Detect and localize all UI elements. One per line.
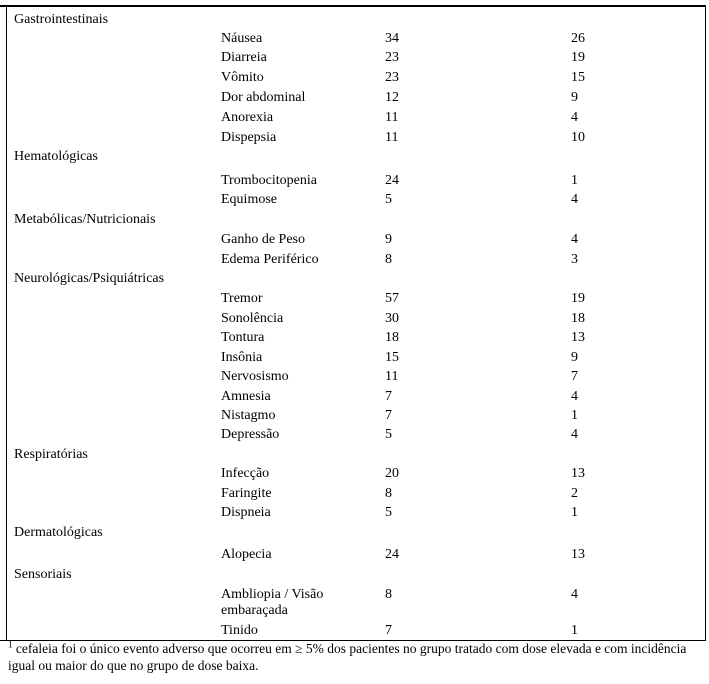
table-row: [0, 425, 709, 445]
event-name: Tinido: [221, 623, 258, 638]
event-name: Amnesia: [221, 389, 271, 404]
high-dose-value: 7: [385, 389, 392, 404]
high-dose-value: 30: [385, 311, 399, 326]
event-name: Sonolência: [221, 311, 284, 326]
low-dose-value: 4: [571, 110, 578, 125]
event-name: Anorexia: [221, 110, 274, 125]
table-row: [0, 621, 709, 641]
high-dose-value: 11: [385, 369, 399, 384]
event-name: Nistagmo: [221, 408, 276, 423]
event-name: Nervosismo: [221, 369, 289, 384]
table-row: [0, 309, 709, 329]
table-row: [0, 68, 709, 88]
low-dose-value: 19: [571, 291, 585, 306]
table-row: [0, 328, 709, 348]
low-dose-value: 3: [571, 252, 578, 267]
low-dose-value: 26: [571, 31, 585, 46]
event-name: Dispneia: [221, 505, 271, 520]
low-dose-value: 13: [571, 466, 585, 481]
category-row: [0, 269, 709, 289]
high-dose-value: 23: [385, 70, 399, 85]
low-dose-value: 2: [571, 486, 578, 501]
event-name: Ambliopia / Visão embaraçada: [221, 587, 324, 618]
low-dose-value: 4: [571, 232, 578, 247]
low-dose-value: 7: [571, 369, 578, 384]
event-name: Trombocitopenia: [221, 173, 317, 188]
category-row: [0, 565, 709, 585]
table-row: [0, 367, 709, 387]
low-dose-value: 15: [571, 70, 585, 85]
category-label: Sensoriais: [14, 567, 72, 582]
table-row: [0, 406, 709, 426]
table-top-rule: [0, 5, 706, 7]
event-name: Edema Periférico: [221, 252, 319, 267]
table-row: [0, 108, 709, 128]
table-row: [0, 48, 709, 68]
high-dose-value: 11: [385, 130, 399, 145]
footnote-marker: 1: [8, 639, 13, 650]
category-label: Dermatológicas: [14, 525, 103, 540]
high-dose-value: 12: [385, 90, 399, 105]
low-dose-value: 4: [571, 192, 578, 207]
table-footnote: [8, 640, 698, 674]
category-label: Metabólicas/Nutricionais: [14, 212, 156, 227]
high-dose-value: 8: [385, 587, 392, 602]
event-name: Diarreia: [221, 50, 267, 65]
high-dose-value: 15: [385, 350, 399, 365]
high-dose-value: 20: [385, 466, 399, 481]
table-row: [0, 387, 709, 407]
table-row: [0, 464, 709, 484]
high-dose-value: 23: [385, 50, 399, 65]
high-dose-value: 5: [385, 505, 392, 520]
high-dose-value: 57: [385, 291, 399, 306]
low-dose-value: 13: [571, 547, 585, 562]
low-dose-value: 4: [571, 389, 578, 404]
high-dose-value: 9: [385, 232, 392, 247]
table-row: [0, 348, 709, 368]
table-row: [0, 171, 709, 191]
high-dose-value: 8: [385, 252, 392, 267]
event-name: Náusea: [221, 31, 263, 46]
event-name: Equimose: [221, 192, 277, 207]
table-row: [0, 128, 709, 148]
event-name: Dispepsia: [221, 130, 277, 145]
high-dose-value: 34: [385, 31, 399, 46]
high-dose-value: 8: [385, 486, 392, 501]
low-dose-value: 1: [571, 623, 578, 638]
table-row: [0, 230, 709, 250]
low-dose-value: 9: [571, 90, 578, 105]
table-row: [0, 503, 709, 523]
high-dose-value: 5: [385, 427, 392, 442]
low-dose-value: 4: [571, 587, 578, 602]
event-name: Faringite: [221, 486, 272, 501]
high-dose-value: 11: [385, 110, 399, 125]
table-row: [0, 545, 709, 565]
event-name: Insônia: [221, 350, 263, 365]
event-name: Depressão: [221, 427, 280, 442]
high-dose-value: 24: [385, 173, 399, 188]
low-dose-value: 10: [571, 130, 585, 145]
table-row: [0, 289, 709, 309]
high-dose-value: 7: [385, 623, 392, 638]
category-label: Gastrointestinais: [14, 12, 109, 27]
event-name: Dor abdominal: [221, 90, 306, 105]
category-row: [0, 523, 709, 543]
footnote-text: cefaleia foi o único evento adverso que ocorreu em ≥ 5% dos pacientes no grupo tratado com dose elevada e com incidência igual ou maior do que no grupo de dose baixa.: [8, 641, 687, 673]
event-name: Alopecia: [221, 547, 272, 562]
low-dose-value: 18: [571, 311, 585, 326]
category-row: [0, 10, 709, 30]
event-name: Ganho de Peso: [221, 232, 305, 247]
low-dose-value: 4: [571, 427, 578, 442]
category-label: Respiratórias: [14, 447, 88, 462]
low-dose-value: 1: [571, 505, 578, 520]
low-dose-value: 19: [571, 50, 585, 65]
event-name: Infecção: [221, 466, 270, 481]
table-row: [0, 484, 709, 504]
category-row: [0, 147, 709, 167]
high-dose-value: 7: [385, 408, 392, 423]
high-dose-value: 18: [385, 330, 399, 345]
table-row: [0, 29, 709, 49]
table-row: [0, 88, 709, 108]
table-row: [0, 190, 709, 210]
high-dose-value: 5: [385, 192, 392, 207]
table-row: [0, 585, 709, 618]
category-row: [0, 445, 709, 465]
high-dose-value: 24: [385, 547, 399, 562]
low-dose-value: 9: [571, 350, 578, 365]
table-row: [0, 250, 709, 270]
low-dose-value: 13: [571, 330, 585, 345]
event-name: Tremor: [221, 291, 263, 306]
category-row: [0, 210, 709, 230]
event-name: Vômito: [221, 70, 264, 85]
low-dose-value: 1: [571, 408, 578, 423]
category-label: Neurológicas/Psiquiátricas: [14, 271, 165, 286]
category-label: Hematológicas: [14, 149, 98, 164]
event-name: Tontura: [221, 330, 265, 345]
low-dose-value: 1: [571, 173, 578, 188]
